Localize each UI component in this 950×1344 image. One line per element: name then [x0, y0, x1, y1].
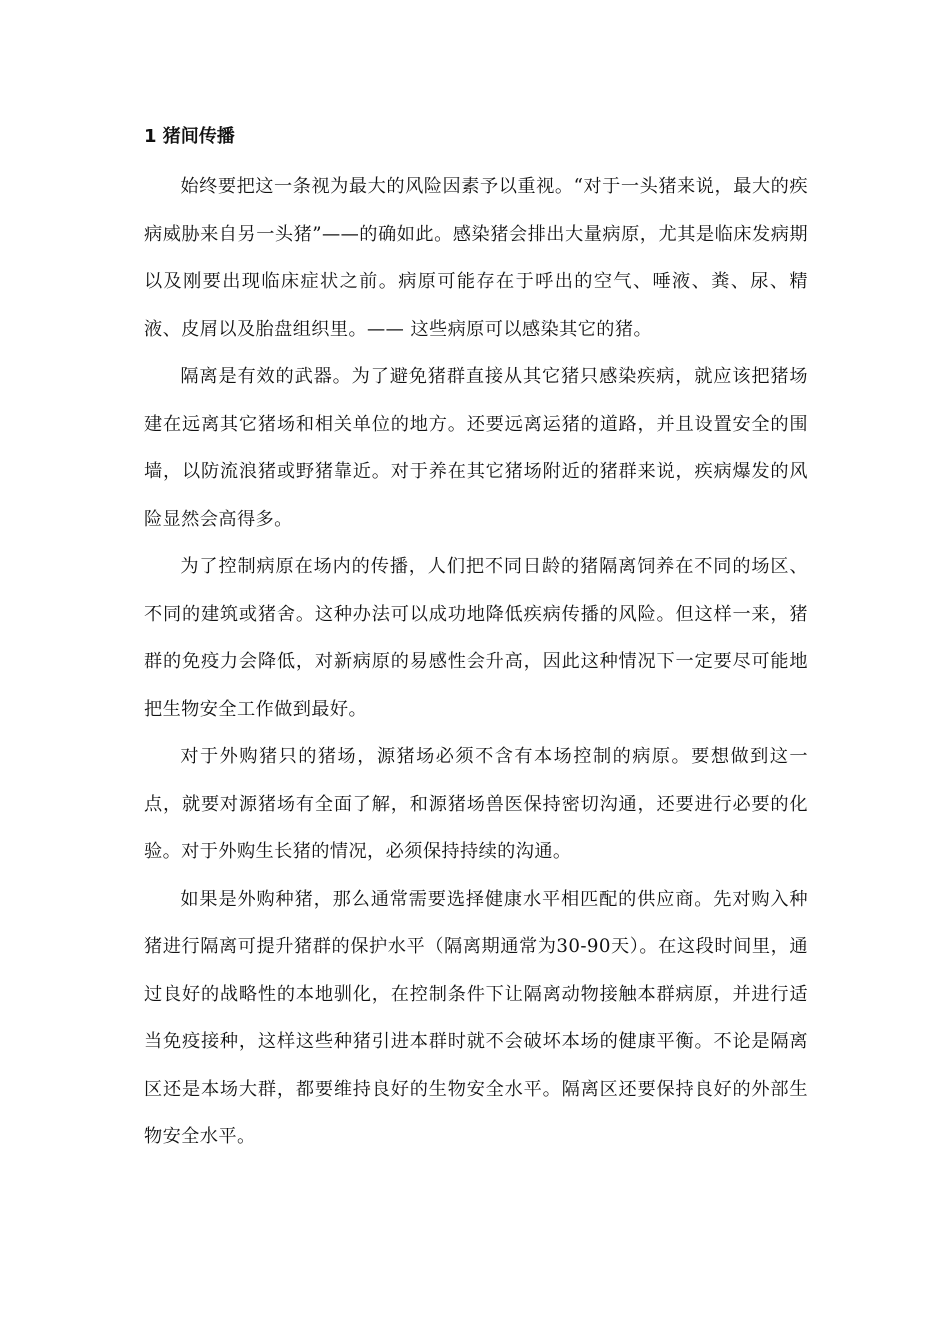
paragraph-isolation: 隔离是有效的武器。为了避免猪群直接从其它猪只感染疾病，就应该把猪场建在远离其它猪场和相关单位的地方。还要远离运猪的道路，并且设置安全的围墙，以防流浪猪或野猪靠近。对于养在其它猪场附近的猪群来说，疾病爆发的风险显然会高得多。 [144, 366, 808, 530]
section-heading: 1 猪间传播 [144, 126, 235, 147]
paragraph-purchased-pigs: 对于外购猪只的猪场，源猪场必须不含有本场控制的病原。要想做到这一点，就要对源猪场有全面了解，和源猪场兽医保持密切沟通，还要进行必要的化验。对于外购生长猪的情况，必须保持持续的沟通。 [144, 746, 808, 862]
paragraph-pig-to-pig: 始终要把这一条视为最大的风险因素予以重视。“对于一头猪来说，最大的疾病威胁来自另一头猪”——的确如此。感染猪会排出大量病原，尤其是临床发病期以及刚要出现临床症状之前。病原可能存在于呼出的空气、唾液、粪、尿、精液、皮屑以及胎盘组织里。—— 这些病原可以感染其它的猪。 [144, 176, 808, 340]
paragraph-breeding-stock: 如果是外购种猪，那么通常需要选择健康水平相匹配的供应商。先对购入种猪进行隔离可提升猪群的保护水平（隔离期通常为30-90天）。在这段时间里，通过良好的战略性的本地驯化，在控制条件下让隔离动物接触本群病原，并进行适当免疫接种，这样这些种猪引进本群时就不会破坏本场的健康平衡。不论是隔离区还是本场大群，都要维持良好的生物安全水平。隔离区还要保持良好的外部生物安全水平。 [144, 888, 808, 1147]
paragraph-internal-spread: 为了控制病原在场内的传播，人们把不同日龄的猪隔离饲养在不同的场区、不同的建筑或猪舍。这种办法可以成功地降低疾病传播的风险。但这样一来，猪群的免疫力会降低，对新病原的易感性会升高，因此这种情况下一定要尽可能地把生物安全工作做到最好。 [144, 556, 808, 720]
document-page [144, 118, 808, 1161]
